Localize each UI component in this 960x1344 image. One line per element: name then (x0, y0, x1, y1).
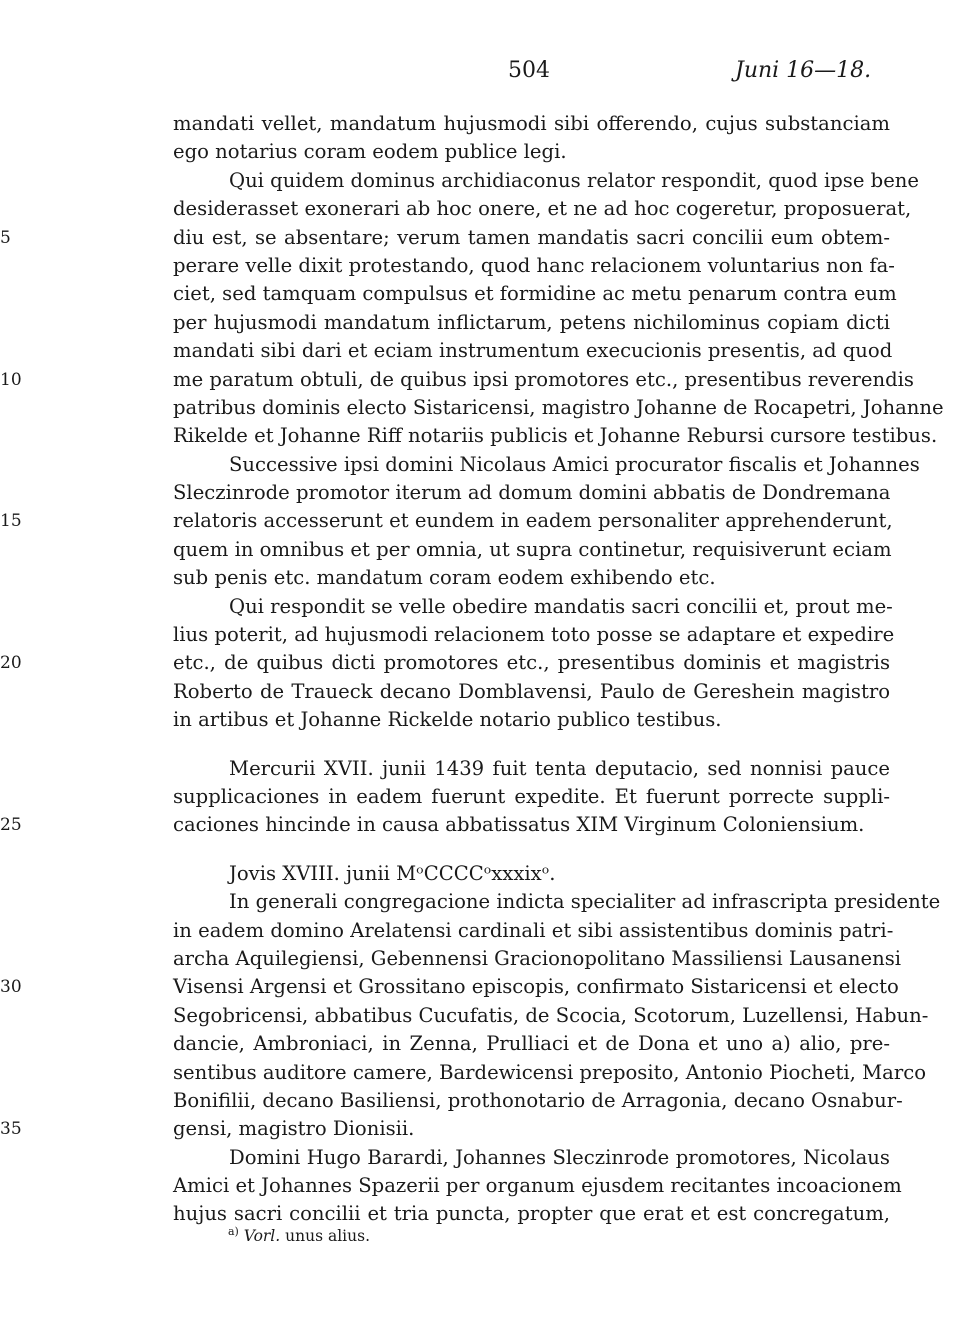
footnote (228, 1225, 370, 1245)
text-line (173, 451, 920, 479)
text-line-content: Rikelde et Johanne Riff notariis publicis et Johanne Rebursi cursore testibus. (173, 424, 938, 448)
text-line-content: hujus sacri concilii et tria puncta, propter que erat et est concregatum, (173, 1202, 890, 1226)
text-line-content: me paratum obtuli, de quibus ipsi promotores etc., presentibus reverendis (173, 367, 914, 391)
text-line (173, 1030, 890, 1058)
footnote-text: unus alius. (285, 1227, 370, 1246)
text-line (173, 621, 895, 649)
text-line-content: sub penis etc. mandatum coram eodem exhibendo etc. (173, 566, 716, 590)
text-line (0, 1115, 890, 1143)
text-line-content: In generali congregacione indicta specialiter ad infrascripta presidente (229, 890, 941, 914)
text-line (173, 280, 897, 308)
text-line (173, 1059, 926, 1087)
text-line (173, 167, 920, 195)
line-number: 30 (0, 977, 22, 998)
text-line (173, 1002, 929, 1030)
text-line (173, 564, 890, 592)
text-line (173, 138, 890, 166)
text-line (173, 1144, 890, 1172)
text-line-content: gensi, magistro Dionisii. (173, 1117, 415, 1141)
text-line-content: Qui quidem dominus archidiaconus relator respondit, quod ipse bene (229, 168, 920, 192)
text-line-content: mandati sibi dari et eciam instrumentum execucionis presentis, ad quod (173, 339, 893, 363)
text-line-content: in eadem domino Arelatensi cardinali et sibi assistentibus dominis patri- (173, 918, 894, 942)
text-line-content: quem in omnibus et per omnia, ut supra continetur, requisiverunt eciam (173, 537, 892, 561)
page-header (0, 58, 960, 88)
body-text (0, 110, 944, 1229)
text-line (173, 755, 890, 783)
text-line-content: patribus dominis electo Sistaricensi, magistro Johanne de Rocapetri, Johanne (173, 395, 944, 419)
text-line-content: Domini Hugo Barardi, Johannes Sleczinrode promotores, Nicolaus (229, 1145, 890, 1169)
page-number: 504 (508, 58, 550, 83)
text-line (173, 479, 890, 507)
text-line (173, 678, 890, 706)
text-line-content: in artibus et Johanne Rickelde notario publico testibus. (173, 708, 722, 732)
text-line (173, 945, 902, 973)
running-head-date: Juni 16—18. (735, 58, 872, 83)
text-line-content: Sleczinrode promotor iterum ad domum domini abbatis de Dondremana (173, 481, 891, 505)
text-line-content: ciet, sed tamquam compulsus et formidine ac metu penarum contra eum (173, 282, 897, 306)
text-line-content: Mercurii XVII. junii 1439 fuit tenta deputacio, sed nonnisi pauce (229, 756, 890, 780)
text-line (173, 917, 894, 945)
text-line (0, 507, 893, 535)
text-line-content: mandati vellet, mandatum hujusmodi sibi offerendo, cujus substanciam (173, 112, 890, 135)
text-line-content: Visensi Argensi et Grossitano episcopis, confirmato Sistaricensi et electo (173, 975, 899, 999)
text-line-content: archa Aquilegiensi, Gebennensi Gracionopolitano Massiliensi Lausanensi (173, 946, 902, 970)
line-number: 35 (0, 1119, 22, 1140)
text-line (173, 888, 941, 916)
text-line-content: caciones hincinde in causa abbatissatus XIM Virginum Coloniensium. (173, 813, 865, 837)
text-line-content: ego notarius coram eodem publice legi. (173, 140, 567, 164)
text-line-content: Successive ipsi domini Nicolaus Amici procurator fiscalis et Johannes (229, 452, 920, 476)
text-line-content: perare velle dixit protestando, quod hanc relacionem voluntarius non fa- (173, 253, 895, 277)
text-line (0, 649, 890, 677)
text-line-content: desiderasset exonerari ab hoc onere, et ne ad hoc cogeretur, proposuerat, (173, 197, 912, 221)
line-number: 20 (0, 653, 22, 674)
text-line-content: relatoris accesserunt et eundem in eadem personaliter apprehenderunt, (173, 509, 893, 533)
text-line-content: supplicaciones in eadem fuerunt expedite. Et fuerunt porrecte suppli- (173, 784, 890, 808)
text-line (173, 1087, 903, 1115)
text-line-content: per hujusmodi mandatum inflictarum, petens nichilominus copiam dicti (173, 310, 890, 334)
text-line-content: dancie, Ambroniaci, in Zenna, Prulliaci et de Dona et uno a) alio, pre- (173, 1032, 890, 1056)
line-number: 15 (0, 511, 22, 532)
text-line-content: Roberto de Traueck decano Domblavensi, Paulo de Gereshein magistro (173, 679, 890, 703)
text-line (173, 337, 893, 365)
text-line-content: Jovis XVIII. junii MᵒCCCCᵒxxxixᵒ. (229, 861, 556, 885)
text-line (173, 783, 890, 811)
line-number: 5 (0, 227, 11, 248)
line-number: 10 (0, 369, 22, 390)
text-line (173, 860, 890, 888)
text-line-content: Qui respondit se velle obedire mandatis sacri concilii et, prout me- (229, 594, 893, 618)
text-line-content: Amici et Johannes Spazerii per organum ejusdem recitantes incoacionem (173, 1174, 902, 1198)
footnote-marker: a) (228, 1225, 239, 1238)
text-line-content: etc., de quibus dicti promotores etc., presentibus dominis et magistris (173, 651, 890, 675)
text-line (173, 110, 890, 138)
text-line (0, 973, 899, 1001)
text-line (0, 811, 890, 839)
paragraph-gap (173, 735, 890, 755)
text-line-content: lius poterit, ad hujusmodi relacionem toto posse se adaptare et expedire (173, 623, 895, 647)
text-line (173, 536, 890, 564)
text-line-content: sentibus auditore camere, Bardewicensi preposito, Antonio Piocheti, Marco (173, 1060, 926, 1084)
text-line (173, 593, 893, 621)
text-line (173, 394, 944, 422)
footnote-source: Vorl. (243, 1227, 281, 1246)
text-line (173, 309, 890, 337)
text-line (0, 366, 914, 394)
text-line (173, 252, 895, 280)
text-line (173, 422, 938, 450)
text-line (173, 1172, 902, 1200)
text-line-content: Bonifilii, decano Basiliensi, prothonotario de Arragonia, decano Osnabur- (173, 1088, 903, 1112)
text-line (0, 224, 890, 252)
text-line (173, 706, 890, 734)
text-line (173, 195, 912, 223)
paragraph-gap (173, 840, 890, 860)
text-line-content: Segobricensi, abbatibus Cucufatis, de Scocia, Scotorum, Luzellensi, Habun- (173, 1003, 929, 1027)
text-line-content: diu est, se absentare; verum tamen mandatis sacri concilii eum obtem- (173, 225, 890, 249)
line-number: 25 (0, 815, 22, 836)
